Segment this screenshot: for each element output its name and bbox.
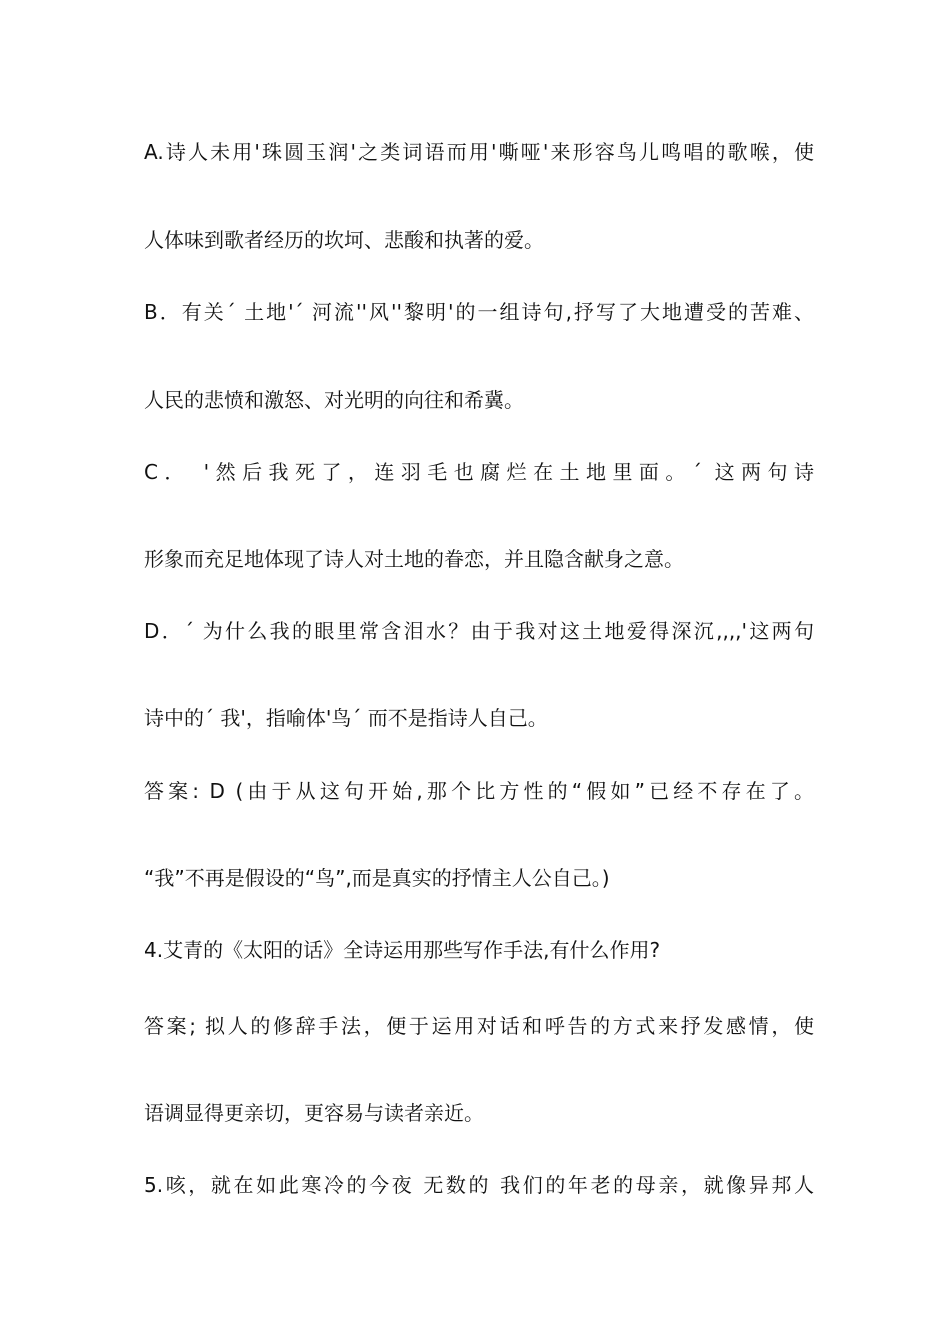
question-5-line-1: 5.咳，就在如此寒冷的今夜 无数的 我们的年老的母亲，就像异邦人: [144, 1173, 814, 1197]
option-b-line-2: 人民的悲愤和激怒、对光明的向往和希冀。: [144, 388, 524, 412]
question-4: 4.艾青的《太阳的话》全诗运用那些写作手法,有什么作用?: [144, 938, 661, 962]
answer-3-line-2: “我”不再是假设的“鸟”,而是真实的抒情主人公自己。): [144, 866, 610, 890]
option-b-line-1: B．有关´ 土地'´ 河流''风''黎明'的一组诗句,抒写了大地遭受的苦难、: [144, 300, 814, 324]
option-a-line-2: 人体味到歌者经历的坎坷、悲酸和执著的爱。: [144, 228, 544, 252]
option-c-line-1: C． '然后我死了，连羽毛也腐烂在土地里面。´ 这两句诗: [144, 460, 814, 484]
option-d-line-2: 诗中的´ 我'，指喻体'鸟´ 而不是指诗人自己。: [144, 706, 548, 730]
option-a-line-1: A.诗人未用'珠圆玉润'之类词语而用'嘶哑'来形容鸟儿鸣唱的歌喉，使: [144, 140, 814, 164]
option-d-line-1: D．´ 为什么我的眼里常含泪水？由于我对这土地爱得深沉,,,,'这两句: [144, 619, 814, 643]
answer-4-line-1: 答案; 拟人的修辞手法，便于运用对话和呼告的方式来抒发感情，使: [144, 1014, 814, 1038]
answer-3-line-1: 答案: D (由于从这句开始,那个比方性的“假如”已经不存在了。: [144, 779, 814, 803]
answer-4-line-2: 语调显得更亲切，更容易与读者亲近。: [144, 1101, 484, 1125]
option-c-line-2: 形象而充足地体现了诗人对土地的眷恋，并且隐含献身之意。: [144, 547, 684, 571]
